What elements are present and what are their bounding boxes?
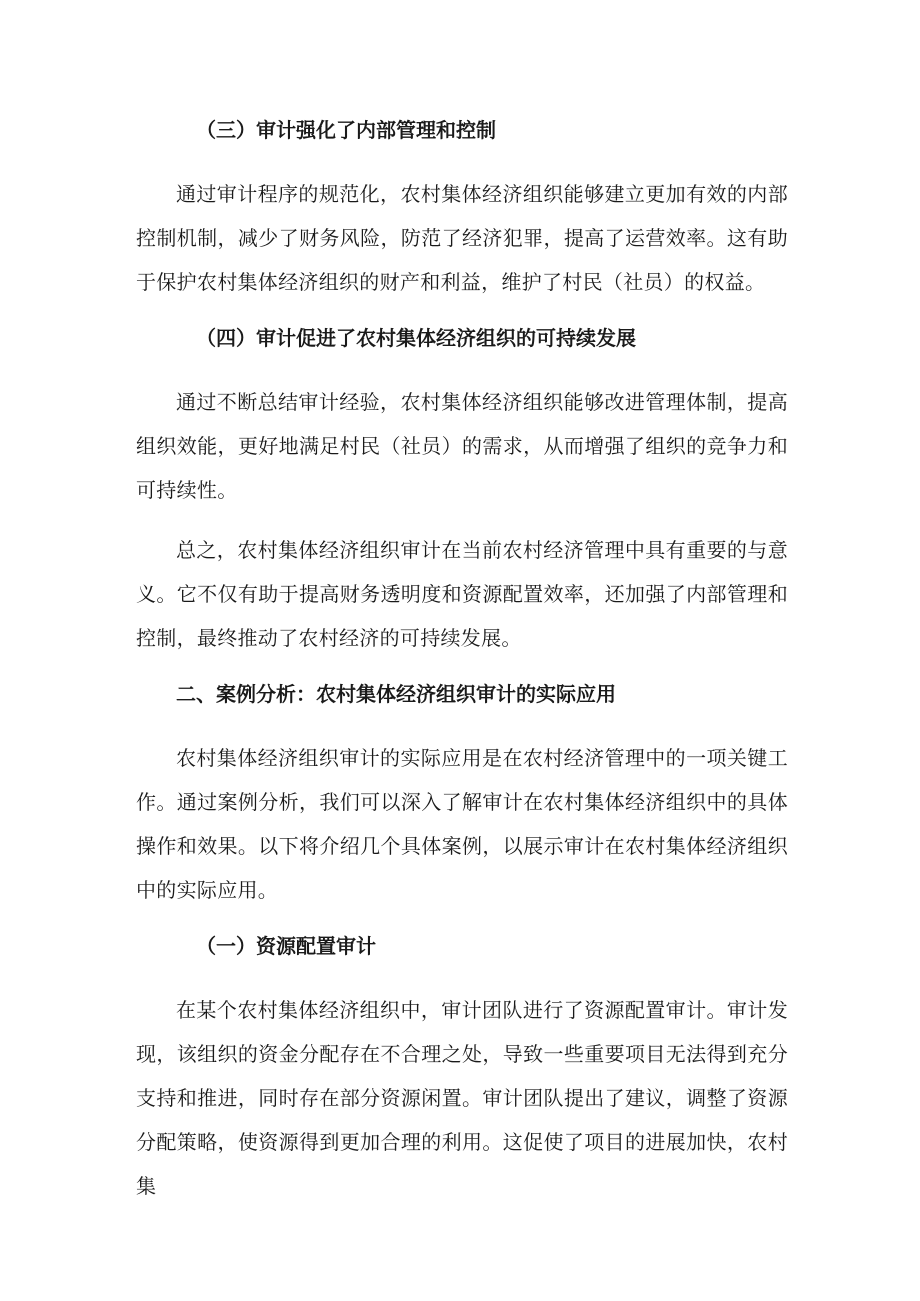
paragraph-sustainable-development: 通过不断总结审计经验，农村集体经济组织能够改进管理体制，提高组织效能，更好地满足村民（社员）的需求，从而增强了组织的竞争力和可持续性。 [136,390,788,502]
subheading-sustainable-development: （四）审计促进了农村集体经济组织的可持续发展 [196,326,636,350]
paragraph-resource-allocation-audit: 在某个农村集体经济组织中，审计团队进行了资源配置审计。审计发现，该组织的资金分配存在不合理之处，导致一些重要项目无法得到充分支持和推进，同时存在部分资源闲置。审计团队提出了建议，调整了资源分配策略，使资源得到更加合理的利用。这促使了项目的进展加快，农村集 [136,998,788,1198]
subheading-internal-control: （三）审计强化了内部管理和控制 [196,118,496,142]
paragraph-internal-control: 通过审计程序的规范化，农村集体经济组织能够建立更加有效的内部控制机制，减少了财务风险，防范了经济犯罪，提高了运营效率。这有助于保护农村集体经济组织的财产和利益，维护了村民（社员）的权益。 [136,182,788,294]
document-body [136,112,788,1224]
section-heading-case-analysis: 二、案例分析：农村集体经济组织审计的实际应用 [176,682,616,706]
subheading-resource-allocation-audit: （一）资源配置审计 [196,934,376,958]
paragraph-case-analysis-intro: 农村集体经济组织审计的实际应用是在农村经济管理中的一项关键工作。通过案例分析，我们可以深入了解审计在农村集体经济组织中的具体操作和效果。以下将介绍几个具体案例，以展示审计在农村集体经济组织中的实际应用。 [136,746,788,902]
paragraph-summary: 总之，农村集体经济组织审计在当前农村经济管理中具有重要的与意义。它不仅有助于提高财务透明度和资源配置效率，还加强了内部管理和控制，最终推动了农村经济的可持续发展。 [136,538,788,650]
